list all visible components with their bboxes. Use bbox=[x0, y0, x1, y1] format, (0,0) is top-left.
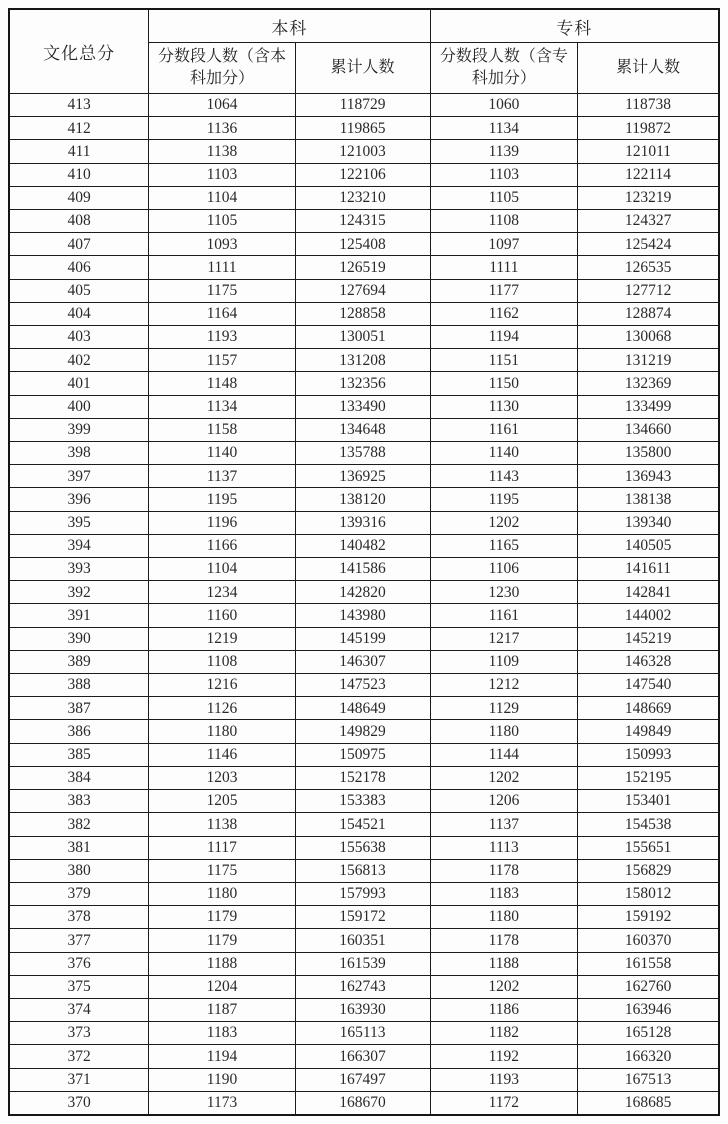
table-header-group-row bbox=[9, 9, 719, 43]
junior-college-segment-count-cell: 1105 bbox=[430, 186, 578, 209]
junior-college-cumulative-cell: 141611 bbox=[578, 558, 719, 581]
undergraduate-cumulative-cell: 127694 bbox=[295, 279, 430, 302]
junior-college-cumulative-cell: 128874 bbox=[578, 302, 719, 325]
undergraduate-cumulative-cell: 118729 bbox=[295, 94, 430, 117]
junior-college-cumulative-cell: 165128 bbox=[578, 1022, 719, 1045]
total-score-cell: 395 bbox=[9, 511, 149, 534]
junior-college-cumulative-cell: 130068 bbox=[578, 326, 719, 349]
header-undergraduate-cumulative-count: 累计人数 bbox=[295, 43, 430, 94]
junior-college-cumulative-cell: 152195 bbox=[578, 766, 719, 789]
table-row bbox=[9, 140, 719, 163]
undergraduate-segment-count-cell: 1093 bbox=[149, 233, 295, 256]
undergraduate-cumulative-cell: 119865 bbox=[295, 117, 430, 140]
junior-college-cumulative-cell: 166320 bbox=[578, 1045, 719, 1068]
undergraduate-cumulative-cell: 142820 bbox=[295, 581, 430, 604]
junior-college-segment-count-cell: 1097 bbox=[430, 233, 578, 256]
junior-college-cumulative-cell: 119872 bbox=[578, 117, 719, 140]
junior-college-segment-count-cell: 1106 bbox=[430, 558, 578, 581]
total-score-cell: 404 bbox=[9, 302, 149, 325]
junior-college-segment-count-cell: 1202 bbox=[430, 975, 578, 998]
undergraduate-cumulative-cell: 148649 bbox=[295, 697, 430, 720]
header-undergraduate-segment-count: 分数段人数（含本科加分） bbox=[149, 43, 295, 94]
total-score-cell: 411 bbox=[9, 140, 149, 163]
total-score-cell: 384 bbox=[9, 766, 149, 789]
junior-college-cumulative-cell: 162760 bbox=[578, 975, 719, 998]
junior-college-segment-count-cell: 1212 bbox=[430, 674, 578, 697]
table-row bbox=[9, 210, 719, 233]
junior-college-segment-count-cell: 1178 bbox=[430, 859, 578, 882]
total-score-cell: 379 bbox=[9, 882, 149, 905]
junior-college-segment-count-cell: 1109 bbox=[430, 650, 578, 673]
undergraduate-cumulative-cell: 143980 bbox=[295, 604, 430, 627]
undergraduate-segment-count-cell: 1188 bbox=[149, 952, 295, 975]
junior-college-segment-count-cell: 1202 bbox=[430, 766, 578, 789]
junior-college-segment-count-cell: 1230 bbox=[430, 581, 578, 604]
total-score-cell: 409 bbox=[9, 186, 149, 209]
total-score-cell: 397 bbox=[9, 465, 149, 488]
score-segment-table bbox=[8, 8, 720, 1116]
undergraduate-cumulative-cell: 139316 bbox=[295, 511, 430, 534]
undergraduate-segment-count-cell: 1104 bbox=[149, 558, 295, 581]
undergraduate-cumulative-cell: 162743 bbox=[295, 975, 430, 998]
undergraduate-segment-count-cell: 1216 bbox=[149, 674, 295, 697]
junior-college-segment-count-cell: 1139 bbox=[430, 140, 578, 163]
undergraduate-segment-count-cell: 1104 bbox=[149, 186, 295, 209]
junior-college-segment-count-cell: 1111 bbox=[430, 256, 578, 279]
undergraduate-cumulative-cell: 150975 bbox=[295, 743, 430, 766]
table-row bbox=[9, 163, 719, 186]
undergraduate-cumulative-cell: 141586 bbox=[295, 558, 430, 581]
undergraduate-cumulative-cell: 147523 bbox=[295, 674, 430, 697]
junior-college-cumulative-cell: 144002 bbox=[578, 604, 719, 627]
junior-college-segment-count-cell: 1206 bbox=[430, 790, 578, 813]
undergraduate-segment-count-cell: 1166 bbox=[149, 534, 295, 557]
total-score-cell: 377 bbox=[9, 929, 149, 952]
total-score-cell: 396 bbox=[9, 488, 149, 511]
table-row bbox=[9, 418, 719, 441]
total-score-cell: 408 bbox=[9, 210, 149, 233]
table-row bbox=[9, 998, 719, 1021]
total-score-cell: 374 bbox=[9, 998, 149, 1021]
undergraduate-segment-count-cell: 1146 bbox=[149, 743, 295, 766]
undergraduate-segment-count-cell: 1138 bbox=[149, 813, 295, 836]
undergraduate-segment-count-cell: 1148 bbox=[149, 372, 295, 395]
junior-college-cumulative-cell: 168685 bbox=[578, 1091, 719, 1115]
undergraduate-cumulative-cell: 131208 bbox=[295, 349, 430, 372]
undergraduate-cumulative-cell: 157993 bbox=[295, 882, 430, 905]
junior-college-segment-count-cell: 1140 bbox=[430, 442, 578, 465]
table-row bbox=[9, 766, 719, 789]
undergraduate-cumulative-cell: 156813 bbox=[295, 859, 430, 882]
total-score-cell: 388 bbox=[9, 674, 149, 697]
undergraduate-cumulative-cell: 122106 bbox=[295, 163, 430, 186]
undergraduate-cumulative-cell: 146307 bbox=[295, 650, 430, 673]
junior-college-cumulative-cell: 125424 bbox=[578, 233, 719, 256]
junior-college-segment-count-cell: 1162 bbox=[430, 302, 578, 325]
junior-college-cumulative-cell: 147540 bbox=[578, 674, 719, 697]
total-score-cell: 394 bbox=[9, 534, 149, 557]
undergraduate-segment-count-cell: 1111 bbox=[149, 256, 295, 279]
undergraduate-cumulative-cell: 154521 bbox=[295, 813, 430, 836]
total-score-cell: 378 bbox=[9, 906, 149, 929]
undergraduate-segment-count-cell: 1160 bbox=[149, 604, 295, 627]
junior-college-cumulative-cell: 167513 bbox=[578, 1068, 719, 1091]
junior-college-cumulative-cell: 140505 bbox=[578, 534, 719, 557]
undergraduate-cumulative-cell: 149829 bbox=[295, 720, 430, 743]
undergraduate-cumulative-cell: 166307 bbox=[295, 1045, 430, 1068]
table-row bbox=[9, 581, 719, 604]
undergraduate-segment-count-cell: 1205 bbox=[149, 790, 295, 813]
junior-college-cumulative-cell: 123219 bbox=[578, 186, 719, 209]
undergraduate-segment-count-cell: 1105 bbox=[149, 210, 295, 233]
table-row bbox=[9, 186, 719, 209]
undergraduate-segment-count-cell: 1234 bbox=[149, 581, 295, 604]
junior-college-segment-count-cell: 1108 bbox=[430, 210, 578, 233]
table-row bbox=[9, 650, 719, 673]
table-row bbox=[9, 326, 719, 349]
undergraduate-segment-count-cell: 1175 bbox=[149, 279, 295, 302]
total-score-cell: 390 bbox=[9, 627, 149, 650]
header-group-undergraduate: 本科 bbox=[149, 9, 430, 43]
junior-college-cumulative-cell: 150993 bbox=[578, 743, 719, 766]
junior-college-segment-count-cell: 1060 bbox=[430, 94, 578, 117]
junior-college-cumulative-cell: 158012 bbox=[578, 882, 719, 905]
junior-college-segment-count-cell: 1183 bbox=[430, 882, 578, 905]
total-score-cell: 381 bbox=[9, 836, 149, 859]
undergraduate-segment-count-cell: 1219 bbox=[149, 627, 295, 650]
junior-college-cumulative-cell: 127712 bbox=[578, 279, 719, 302]
junior-college-segment-count-cell: 1130 bbox=[430, 395, 578, 418]
junior-college-cumulative-cell: 146328 bbox=[578, 650, 719, 673]
junior-college-segment-count-cell: 1151 bbox=[430, 349, 578, 372]
table-row bbox=[9, 279, 719, 302]
total-score-cell: 405 bbox=[9, 279, 149, 302]
junior-college-cumulative-cell: 139340 bbox=[578, 511, 719, 534]
total-score-cell: 389 bbox=[9, 650, 149, 673]
junior-college-segment-count-cell: 1137 bbox=[430, 813, 578, 836]
undergraduate-segment-count-cell: 1134 bbox=[149, 395, 295, 418]
undergraduate-cumulative-cell: 140482 bbox=[295, 534, 430, 557]
header-culture-total-score: 文化总分 bbox=[9, 9, 149, 94]
undergraduate-cumulative-cell: 121003 bbox=[295, 140, 430, 163]
undergraduate-segment-count-cell: 1183 bbox=[149, 1022, 295, 1045]
junior-college-cumulative-cell: 153401 bbox=[578, 790, 719, 813]
table-row bbox=[9, 697, 719, 720]
table-row bbox=[9, 372, 719, 395]
undergraduate-cumulative-cell: 153383 bbox=[295, 790, 430, 813]
undergraduate-cumulative-cell: 128858 bbox=[295, 302, 430, 325]
undergraduate-segment-count-cell: 1204 bbox=[149, 975, 295, 998]
junior-college-cumulative-cell: 135800 bbox=[578, 442, 719, 465]
junior-college-cumulative-cell: 122114 bbox=[578, 163, 719, 186]
undergraduate-segment-count-cell: 1193 bbox=[149, 326, 295, 349]
undergraduate-cumulative-cell: 126519 bbox=[295, 256, 430, 279]
junior-college-segment-count-cell: 1193 bbox=[430, 1068, 578, 1091]
table-row bbox=[9, 790, 719, 813]
table-row bbox=[9, 465, 719, 488]
junior-college-segment-count-cell: 1217 bbox=[430, 627, 578, 650]
total-score-cell: 413 bbox=[9, 94, 149, 117]
junior-college-segment-count-cell: 1178 bbox=[430, 929, 578, 952]
junior-college-cumulative-cell: 133499 bbox=[578, 395, 719, 418]
junior-college-segment-count-cell: 1113 bbox=[430, 836, 578, 859]
undergraduate-segment-count-cell: 1180 bbox=[149, 882, 295, 905]
table-row bbox=[9, 720, 719, 743]
table-row bbox=[9, 488, 719, 511]
undergraduate-segment-count-cell: 1203 bbox=[149, 766, 295, 789]
table-row bbox=[9, 1091, 719, 1115]
undergraduate-cumulative-cell: 160351 bbox=[295, 929, 430, 952]
total-score-cell: 370 bbox=[9, 1091, 149, 1115]
undergraduate-cumulative-cell: 168670 bbox=[295, 1091, 430, 1115]
undergraduate-segment-count-cell: 1179 bbox=[149, 906, 295, 929]
junior-college-cumulative-cell: 145219 bbox=[578, 627, 719, 650]
junior-college-segment-count-cell: 1134 bbox=[430, 117, 578, 140]
undergraduate-segment-count-cell: 1103 bbox=[149, 163, 295, 186]
junior-college-segment-count-cell: 1186 bbox=[430, 998, 578, 1021]
undergraduate-cumulative-cell: 132356 bbox=[295, 372, 430, 395]
undergraduate-segment-count-cell: 1140 bbox=[149, 442, 295, 465]
total-score-cell: 376 bbox=[9, 952, 149, 975]
total-score-cell: 386 bbox=[9, 720, 149, 743]
junior-college-segment-count-cell: 1161 bbox=[430, 604, 578, 627]
undergraduate-cumulative-cell: 136925 bbox=[295, 465, 430, 488]
undergraduate-cumulative-cell: 145199 bbox=[295, 627, 430, 650]
junior-college-segment-count-cell: 1165 bbox=[430, 534, 578, 557]
table-row bbox=[9, 859, 719, 882]
undergraduate-cumulative-cell: 159172 bbox=[295, 906, 430, 929]
junior-college-segment-count-cell: 1192 bbox=[430, 1045, 578, 1068]
table-row bbox=[9, 395, 719, 418]
table-row bbox=[9, 442, 719, 465]
undergraduate-cumulative-cell: 134648 bbox=[295, 418, 430, 441]
total-score-cell: 392 bbox=[9, 581, 149, 604]
undergraduate-cumulative-cell: 155638 bbox=[295, 836, 430, 859]
table-row bbox=[9, 836, 719, 859]
junior-college-cumulative-cell: 156829 bbox=[578, 859, 719, 882]
undergraduate-cumulative-cell: 161539 bbox=[295, 952, 430, 975]
undergraduate-cumulative-cell: 130051 bbox=[295, 326, 430, 349]
junior-college-cumulative-cell: 163946 bbox=[578, 998, 719, 1021]
junior-college-cumulative-cell: 154538 bbox=[578, 813, 719, 836]
junior-college-segment-count-cell: 1143 bbox=[430, 465, 578, 488]
undergraduate-cumulative-cell: 124315 bbox=[295, 210, 430, 233]
junior-college-cumulative-cell: 155651 bbox=[578, 836, 719, 859]
total-score-cell: 412 bbox=[9, 117, 149, 140]
junior-college-cumulative-cell: 160370 bbox=[578, 929, 719, 952]
header-junior-college-cumulative-count: 累计人数 bbox=[578, 43, 719, 94]
total-score-cell: 400 bbox=[9, 395, 149, 418]
undergraduate-segment-count-cell: 1194 bbox=[149, 1045, 295, 1068]
undergraduate-segment-count-cell: 1179 bbox=[149, 929, 295, 952]
undergraduate-cumulative-cell: 138120 bbox=[295, 488, 430, 511]
table-row bbox=[9, 256, 719, 279]
table-row bbox=[9, 94, 719, 117]
undergraduate-segment-count-cell: 1158 bbox=[149, 418, 295, 441]
junior-college-cumulative-cell: 131219 bbox=[578, 349, 719, 372]
junior-college-cumulative-cell: 118738 bbox=[578, 94, 719, 117]
total-score-cell: 387 bbox=[9, 697, 149, 720]
junior-college-cumulative-cell: 126535 bbox=[578, 256, 719, 279]
undergraduate-segment-count-cell: 1137 bbox=[149, 465, 295, 488]
table-row bbox=[9, 302, 719, 325]
table-row bbox=[9, 1045, 719, 1068]
junior-college-cumulative-cell: 132369 bbox=[578, 372, 719, 395]
header-group-junior-college: 专科 bbox=[430, 9, 719, 43]
table-row bbox=[9, 929, 719, 952]
table-row bbox=[9, 604, 719, 627]
table-row bbox=[9, 1022, 719, 1045]
table-row bbox=[9, 233, 719, 256]
total-score-cell: 403 bbox=[9, 326, 149, 349]
undergraduate-segment-count-cell: 1173 bbox=[149, 1091, 295, 1115]
junior-college-segment-count-cell: 1180 bbox=[430, 906, 578, 929]
undergraduate-cumulative-cell: 123210 bbox=[295, 186, 430, 209]
table-row bbox=[9, 558, 719, 581]
total-score-cell: 393 bbox=[9, 558, 149, 581]
total-score-cell: 383 bbox=[9, 790, 149, 813]
total-score-cell: 373 bbox=[9, 1022, 149, 1045]
total-score-cell: 385 bbox=[9, 743, 149, 766]
total-score-cell: 382 bbox=[9, 813, 149, 836]
junior-college-segment-count-cell: 1129 bbox=[430, 697, 578, 720]
undergraduate-cumulative-cell: 133490 bbox=[295, 395, 430, 418]
total-score-cell: 371 bbox=[9, 1068, 149, 1091]
table-row bbox=[9, 534, 719, 557]
undergraduate-cumulative-cell: 165113 bbox=[295, 1022, 430, 1045]
undergraduate-segment-count-cell: 1064 bbox=[149, 94, 295, 117]
total-score-cell: 380 bbox=[9, 859, 149, 882]
junior-college-cumulative-cell: 124327 bbox=[578, 210, 719, 233]
junior-college-cumulative-cell: 136943 bbox=[578, 465, 719, 488]
junior-college-segment-count-cell: 1103 bbox=[430, 163, 578, 186]
total-score-cell: 401 bbox=[9, 372, 149, 395]
header-junior-college-segment-count: 分数段人数（含专科加分） bbox=[430, 43, 578, 94]
junior-college-cumulative-cell: 148669 bbox=[578, 697, 719, 720]
junior-college-segment-count-cell: 1144 bbox=[430, 743, 578, 766]
total-score-cell: 372 bbox=[9, 1045, 149, 1068]
table-row bbox=[9, 882, 719, 905]
table-row bbox=[9, 117, 719, 140]
undergraduate-segment-count-cell: 1195 bbox=[149, 488, 295, 511]
junior-college-segment-count-cell: 1161 bbox=[430, 418, 578, 441]
table-row bbox=[9, 627, 719, 650]
junior-college-segment-count-cell: 1202 bbox=[430, 511, 578, 534]
total-score-cell: 407 bbox=[9, 233, 149, 256]
undergraduate-segment-count-cell: 1175 bbox=[149, 859, 295, 882]
total-score-cell: 375 bbox=[9, 975, 149, 998]
junior-college-segment-count-cell: 1172 bbox=[430, 1091, 578, 1115]
table-row bbox=[9, 674, 719, 697]
junior-college-cumulative-cell: 138138 bbox=[578, 488, 719, 511]
undergraduate-cumulative-cell: 152178 bbox=[295, 766, 430, 789]
undergraduate-segment-count-cell: 1138 bbox=[149, 140, 295, 163]
undergraduate-segment-count-cell: 1126 bbox=[149, 697, 295, 720]
undergraduate-segment-count-cell: 1187 bbox=[149, 998, 295, 1021]
junior-college-segment-count-cell: 1194 bbox=[430, 326, 578, 349]
undergraduate-segment-count-cell: 1136 bbox=[149, 117, 295, 140]
junior-college-segment-count-cell: 1177 bbox=[430, 279, 578, 302]
junior-college-segment-count-cell: 1180 bbox=[430, 720, 578, 743]
total-score-cell: 391 bbox=[9, 604, 149, 627]
undergraduate-segment-count-cell: 1164 bbox=[149, 302, 295, 325]
table-row bbox=[9, 952, 719, 975]
undergraduate-cumulative-cell: 167497 bbox=[295, 1068, 430, 1091]
table-row bbox=[9, 511, 719, 534]
undergraduate-segment-count-cell: 1157 bbox=[149, 349, 295, 372]
undergraduate-segment-count-cell: 1196 bbox=[149, 511, 295, 534]
undergraduate-cumulative-cell: 135788 bbox=[295, 442, 430, 465]
table-body bbox=[9, 94, 719, 1116]
undergraduate-segment-count-cell: 1190 bbox=[149, 1068, 295, 1091]
table-row bbox=[9, 743, 719, 766]
table-row bbox=[9, 349, 719, 372]
junior-college-cumulative-cell: 142841 bbox=[578, 581, 719, 604]
undergraduate-segment-count-cell: 1117 bbox=[149, 836, 295, 859]
junior-college-cumulative-cell: 159192 bbox=[578, 906, 719, 929]
junior-college-segment-count-cell: 1182 bbox=[430, 1022, 578, 1045]
junior-college-segment-count-cell: 1188 bbox=[430, 952, 578, 975]
total-score-cell: 406 bbox=[9, 256, 149, 279]
undergraduate-cumulative-cell: 125408 bbox=[295, 233, 430, 256]
junior-college-cumulative-cell: 121011 bbox=[578, 140, 719, 163]
junior-college-segment-count-cell: 1150 bbox=[430, 372, 578, 395]
total-score-cell: 410 bbox=[9, 163, 149, 186]
junior-college-cumulative-cell: 149849 bbox=[578, 720, 719, 743]
total-score-cell: 402 bbox=[9, 349, 149, 372]
table-row bbox=[9, 906, 719, 929]
undergraduate-segment-count-cell: 1180 bbox=[149, 720, 295, 743]
total-score-cell: 398 bbox=[9, 442, 149, 465]
table-row bbox=[9, 813, 719, 836]
total-score-cell: 399 bbox=[9, 418, 149, 441]
junior-college-segment-count-cell: 1195 bbox=[430, 488, 578, 511]
table-row bbox=[9, 1068, 719, 1091]
junior-college-cumulative-cell: 161558 bbox=[578, 952, 719, 975]
undergraduate-segment-count-cell: 1108 bbox=[149, 650, 295, 673]
table-row bbox=[9, 975, 719, 998]
undergraduate-cumulative-cell: 163930 bbox=[295, 998, 430, 1021]
junior-college-cumulative-cell: 134660 bbox=[578, 418, 719, 441]
